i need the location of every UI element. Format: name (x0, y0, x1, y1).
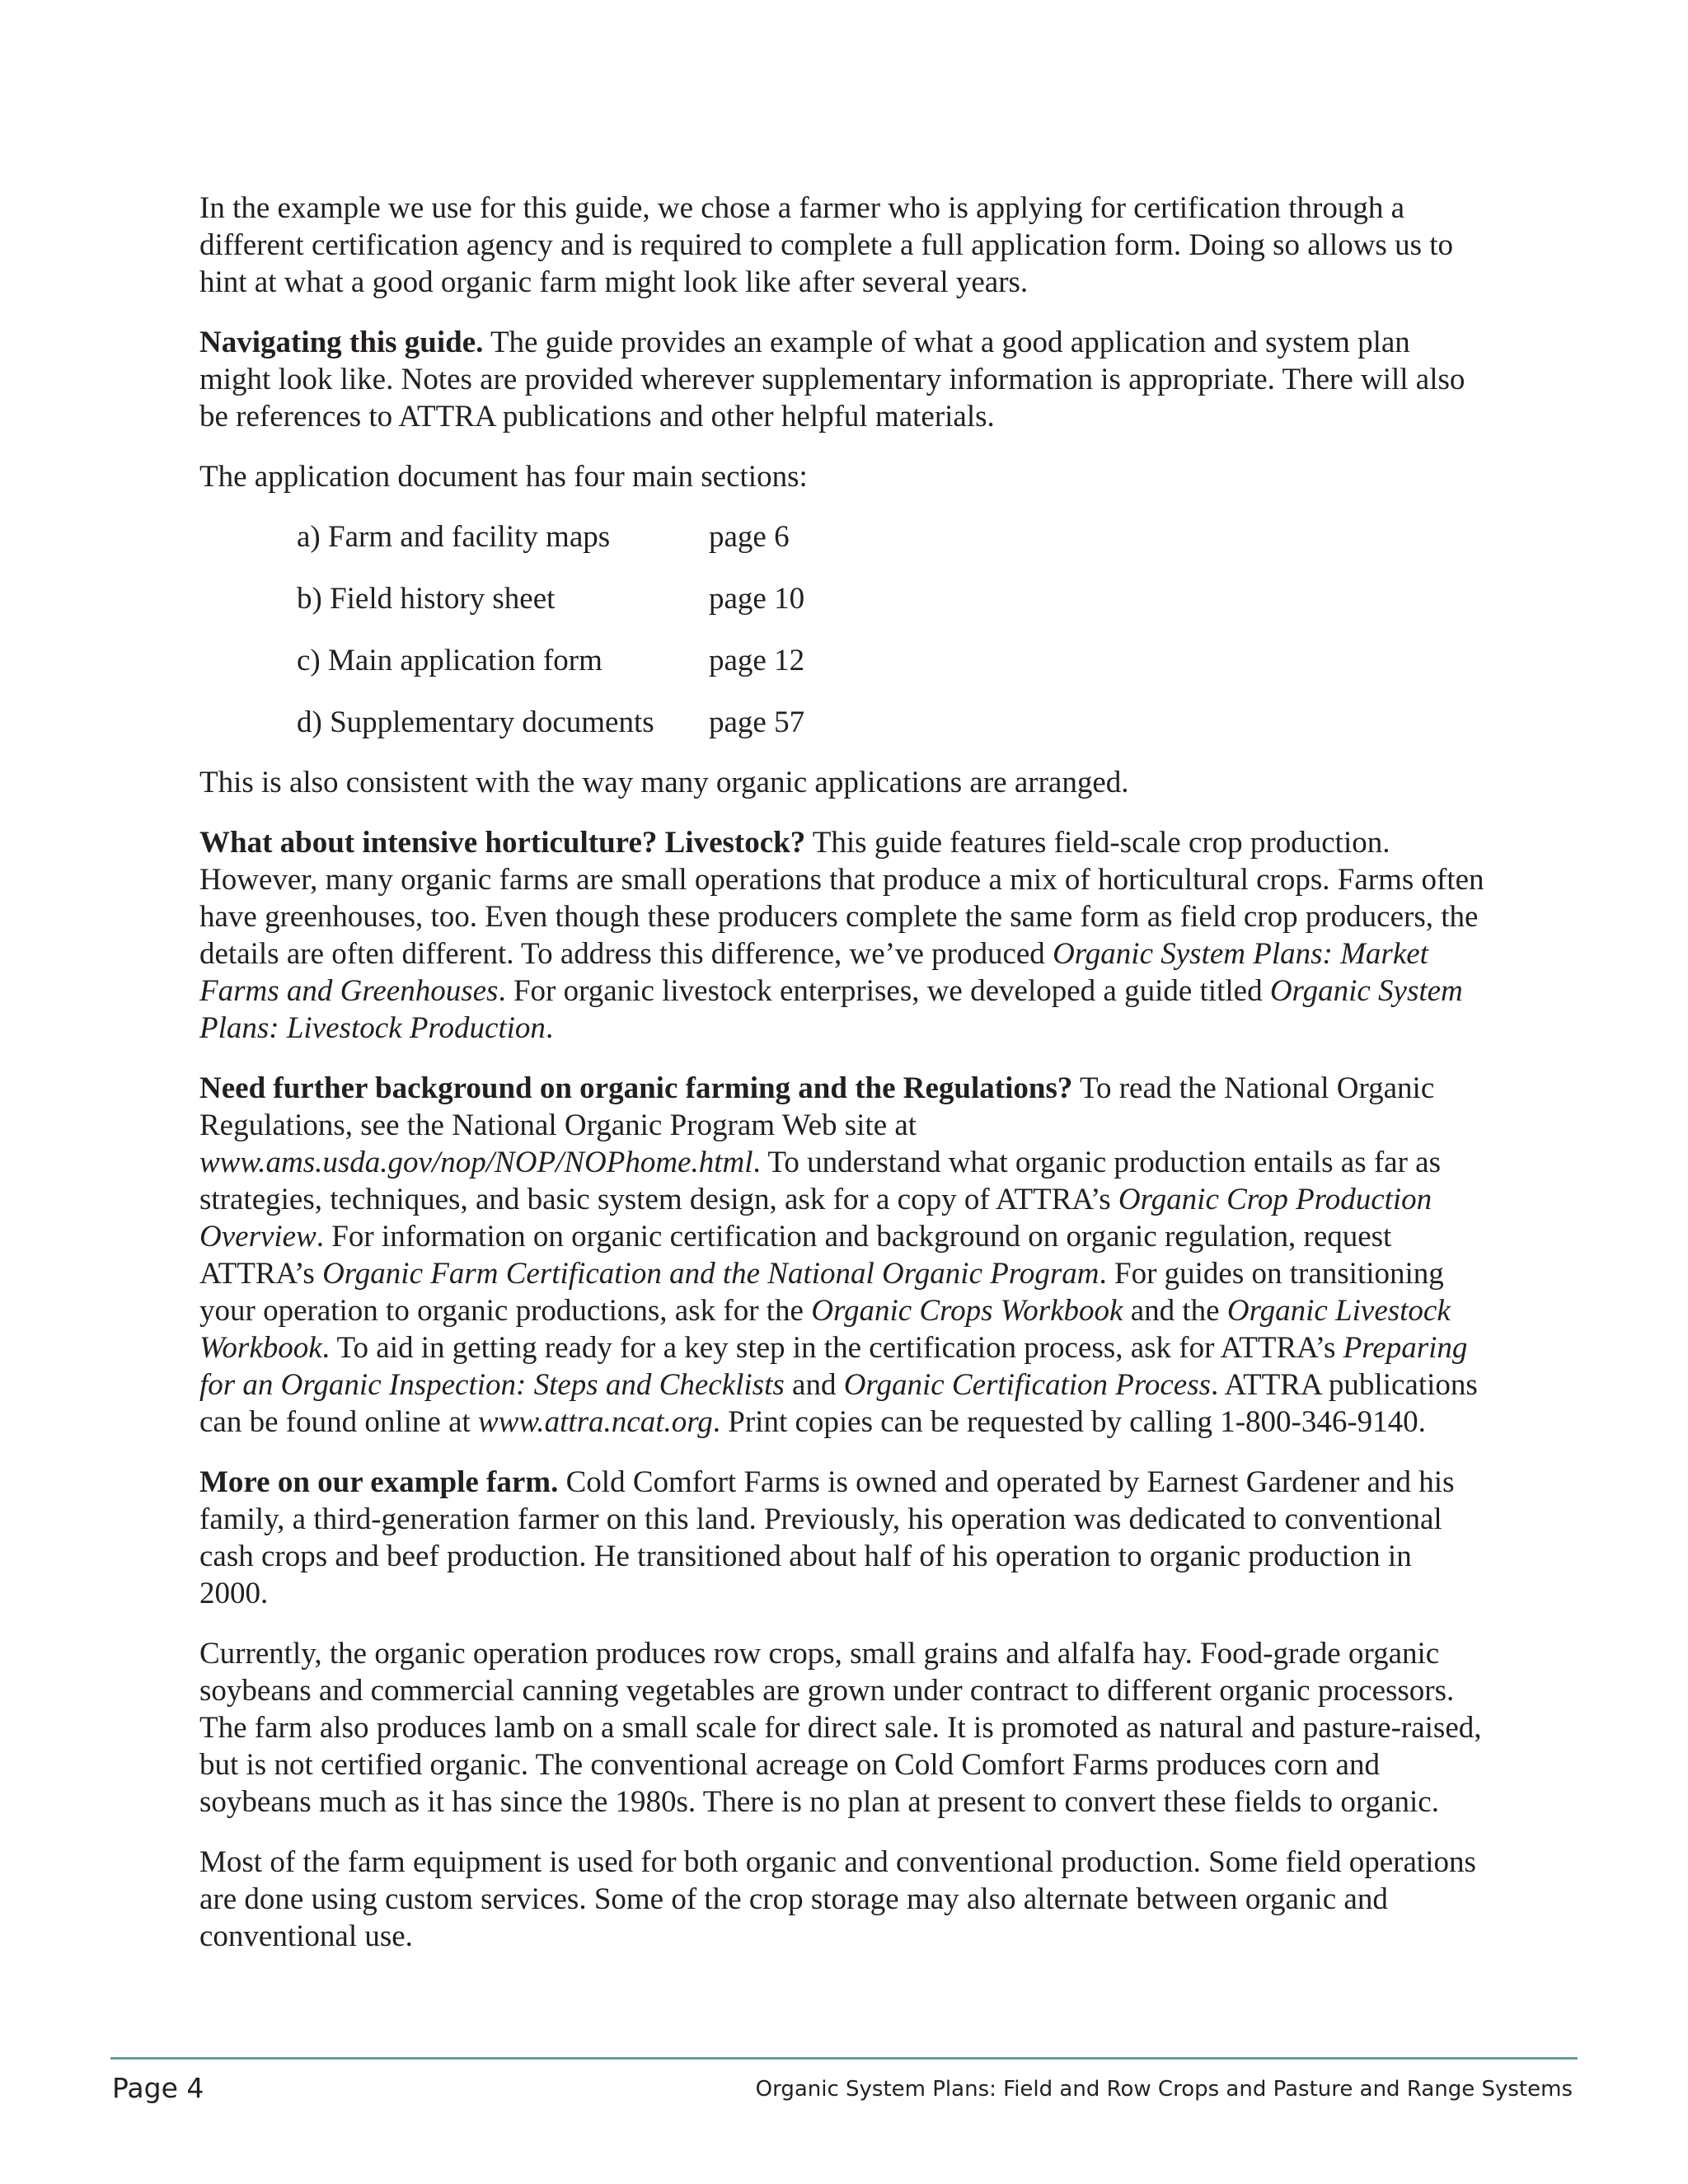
footer-title: Organic System Plans: Field and Row Crops and Pasture and Range Systems (755, 2077, 1573, 2102)
horticulture-heading: What about intensive horticulture? Livestock? (199, 826, 806, 860)
background-text: . Print copies can be requested by calling 1-800-346-9140. (712, 1405, 1426, 1439)
section-row (297, 704, 1485, 741)
section-row (297, 580, 1485, 617)
background-text: and (784, 1368, 844, 1402)
market-farms-title: Organic System Plans: Market Farms and Greenhouses (199, 937, 1428, 1008)
livestock-title: Organic System Plans: Livestock Production (199, 974, 1463, 1045)
crop-overview-title: Organic Crop Production Overview (199, 1183, 1432, 1254)
section-page: page 10 (709, 582, 805, 616)
background-text: . ATTRA publications can be found online at (199, 1368, 1478, 1439)
section-page: page 6 (709, 520, 790, 554)
navigating-text: The guide provides an example of what a good application and system plan might look like. Notes are provided wherever supplementary information is appropriate. There will also be references to ATTRA publications and other helpful materials. (199, 326, 1465, 434)
sections-list (199, 518, 1485, 741)
currently-paragraph: Currently, the organic operation produces row crops, small grains and alfalfa hay. Food-grade organic soybeans and commercial canning vegetables are grown under contract to different organic processors. The farm also produces lamb on a small scale for direct sale. It is promoted as natural and pasture-raised, but is not certified organic. The conventional acreage on Cold Comfort Farms produces corn and soybeans much as it has since the 1980s. There is no plan at present to convert these fields to organic. (199, 1637, 1482, 1819)
background-text: . For information on organic certification and background on organic regulation, request ATTRA’s (199, 1220, 1392, 1291)
section-label: b) Field history sheet (297, 582, 556, 616)
section-page: page 57 (709, 705, 805, 739)
footer-rule (110, 2057, 1578, 2060)
section-row (297, 518, 1485, 555)
section-label: c) Main application form (297, 644, 603, 677)
section-label: a) Farm and facility maps (297, 520, 611, 554)
example-farm-paragraph (199, 1464, 1485, 1612)
horticulture-text: This guide features field-scale crop production. However, many organic farms are small operations that produce a mix of horticultural crops. Farms often have greenhouses, too. Even though these producers complete the same form as field crop producers, the details are often different. To address this difference, we’ve produced (199, 826, 1484, 971)
navigating-paragraph (199, 324, 1485, 435)
certification-process-title: Organic Certification Process (843, 1368, 1212, 1402)
nop-url: www.ams.usda.gov/nop/NOP/NOPhome.html (199, 1146, 753, 1179)
horticulture-text: . For organic livestock enterprises, we developed a guide titled (498, 974, 1270, 1008)
section-label: d) Supplementary documents (297, 705, 654, 739)
background-text: To read the National Organic Regulations, see the National Organic Program Web site at (199, 1071, 1435, 1142)
example-farm-heading: More on our example farm. (199, 1465, 559, 1499)
section-page: page 12 (709, 644, 805, 677)
body-text (199, 190, 1485, 1978)
background-text: . To aid in getting ready for a key step in the certification process, ask for ATTRA’s (321, 1331, 1343, 1365)
livestock-workbook-title: Organic Livestock Workbook (199, 1294, 1451, 1365)
background-text: . To understand what organic production entails as far as strategies, techniques, and basic system design, ask for a copy of ATTRA’s (199, 1146, 1441, 1216)
horticulture-text: . (545, 1011, 554, 1045)
navigating-heading: Navigating this guide. (199, 326, 484, 359)
sections-intro: The application document has four main sections: (199, 460, 808, 494)
background-paragraph (199, 1070, 1485, 1441)
background-heading: Need further background on organic farming and the Regulations? (199, 1071, 1073, 1105)
consistent-paragraph: This is also consistent with the way many organic applications are arranged. (199, 766, 1129, 799)
section-row (297, 642, 1485, 679)
background-text: and the (1123, 1294, 1227, 1328)
inspection-title: Preparing for an Organic Inspection: Steps and Checklists (199, 1331, 1468, 1402)
certification-title: Organic Farm Certification and the National Organic Program (322, 1257, 1100, 1291)
equipment-paragraph: Most of the farm equipment is used for both organic and conventional production. Some field operations are done using custom services. Some of the crop storage may also alternate between organic and conventional use. (199, 1845, 1476, 1953)
background-text: . For guides on transitioning your operation to organic productions, ask for the (199, 1257, 1444, 1328)
horticulture-paragraph (199, 824, 1485, 1047)
page-number: Page 4 (112, 2072, 204, 2104)
crops-workbook-title: Organic Crops Workbook (811, 1294, 1123, 1328)
attra-url: www.attra.ncat.org (478, 1405, 713, 1439)
intro-paragraph: In the example we use for this guide, we chose a farmer who is applying for certification through a different certification agency and is required to complete a full application form. Doing so allows us to hint at what a good organic farm might look like after several years. (199, 191, 1453, 299)
example-farm-text: Cold Comfort Farms is owned and operated by Earnest Gardener and his family, a third-generation farmer on this land. Previously, his operation was dedicated to conventional cash crops and beef production. He transitioned about half of his operation to organic production in 2000. (199, 1465, 1455, 1610)
